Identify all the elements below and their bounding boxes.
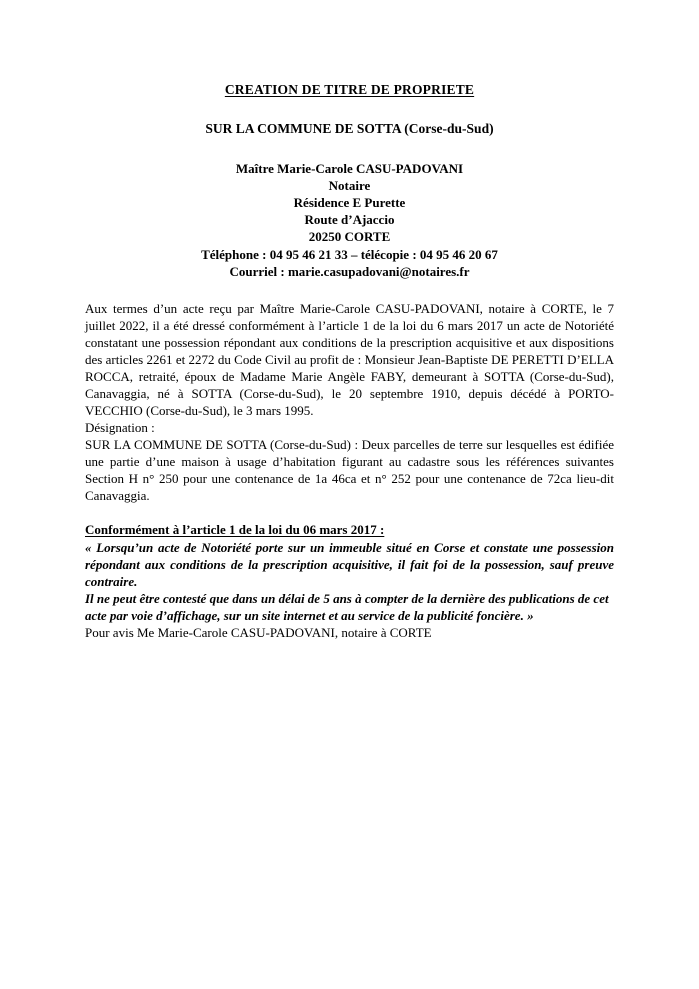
document-subtitle: SUR LA COMMUNE DE SOTTA (Corse-du-Sud): [205, 120, 494, 136]
notary-address-line-3: 20250 CORTE: [308, 229, 391, 245]
legal-quote-paragraph-2: Il ne peut être contesté que dans un délai de 5 ans à compter de la dernière des publications de cet acte par voie d’affichage, sur un site internet et au service de la publicité foncière. »: [85, 591, 609, 624]
signoff-line: Pour avis Me Marie-Carole CASU-PADOVANI, notaire à CORTE: [85, 625, 432, 641]
notary-address-line-2: Route d’Ajaccio: [304, 212, 395, 228]
document-content: [85, 82, 614, 641]
notary-address-line-1: Résidence E Purette: [293, 195, 406, 211]
legal-heading-wrapper: [85, 521, 614, 539]
document-title: CREATION DE TITRE DE PROPRIETE: [224, 82, 475, 97]
notary-name: Maître Marie-Carole CASU-PADOVANI: [235, 160, 464, 176]
notary-email-line: Courriel : marie.casupadovani@notaires.fr: [229, 263, 470, 279]
designation-text: SUR LA COMMUNE DE SOTTA (Corse-du-Sud) : Deux parcelles de terre sur lesquelles est édifiée une partie d’une maison à usage d’habitation figurant au cadastre sous les références suivantes Section H n° 250 pour une contenance de 1a 46ca et n° 252 pour une contenance de 72ca lieu-dit Canavaggia.: [85, 436, 614, 504]
legal-heading: Conformément à l’article 1 de la loi du 06 mars 2017 :: [85, 522, 385, 538]
notary-phone-line: Téléphone : 04 95 46 21 33 – télécopie : 04 95 46 20 67: [201, 246, 498, 262]
legal-quote-paragraph-1: « Lorsqu’un acte de Notoriété porte sur un immeuble situé en Corse et constate une possession répondant aux conditions de la prescription acquisitive, il fait foi de la possession, sauf preuve contraire.: [85, 540, 614, 590]
designation-label: Désignation :: [85, 419, 155, 435]
notoriety-act-paragraph: Aux termes d’un acte reçu par Maître Marie-Carole CASU-PADOVANI, notaire à CORTE, le 7 juillet 2022, il a été dressé conformément à l’article 1 de la loi du 6 mars 2017 un acte de Notoriété constatant une possession répondant aux conditions de la prescription acquisitive et aux dispositions des articles 2261 et 2272 du Code Civil au profit de : Monsieur Jean-Baptiste DE PERETTI D’ELLA ROCCA, retraité, époux de Madame Marie Angèle FABY, demeurant à SOTTA (Corse-du-Sud), Canavaggia, né à SOTTA (Corse-du-Sud), le 20 septembre 1910, depuis décédé à PORTO-VECCHIO (Corse-du-Sud), le 3 mars 1995.: [85, 300, 614, 418]
notary-role: Notaire: [328, 177, 371, 193]
notary-contact-block: [85, 138, 614, 280]
legal-excerpt-section: [85, 504, 614, 641]
